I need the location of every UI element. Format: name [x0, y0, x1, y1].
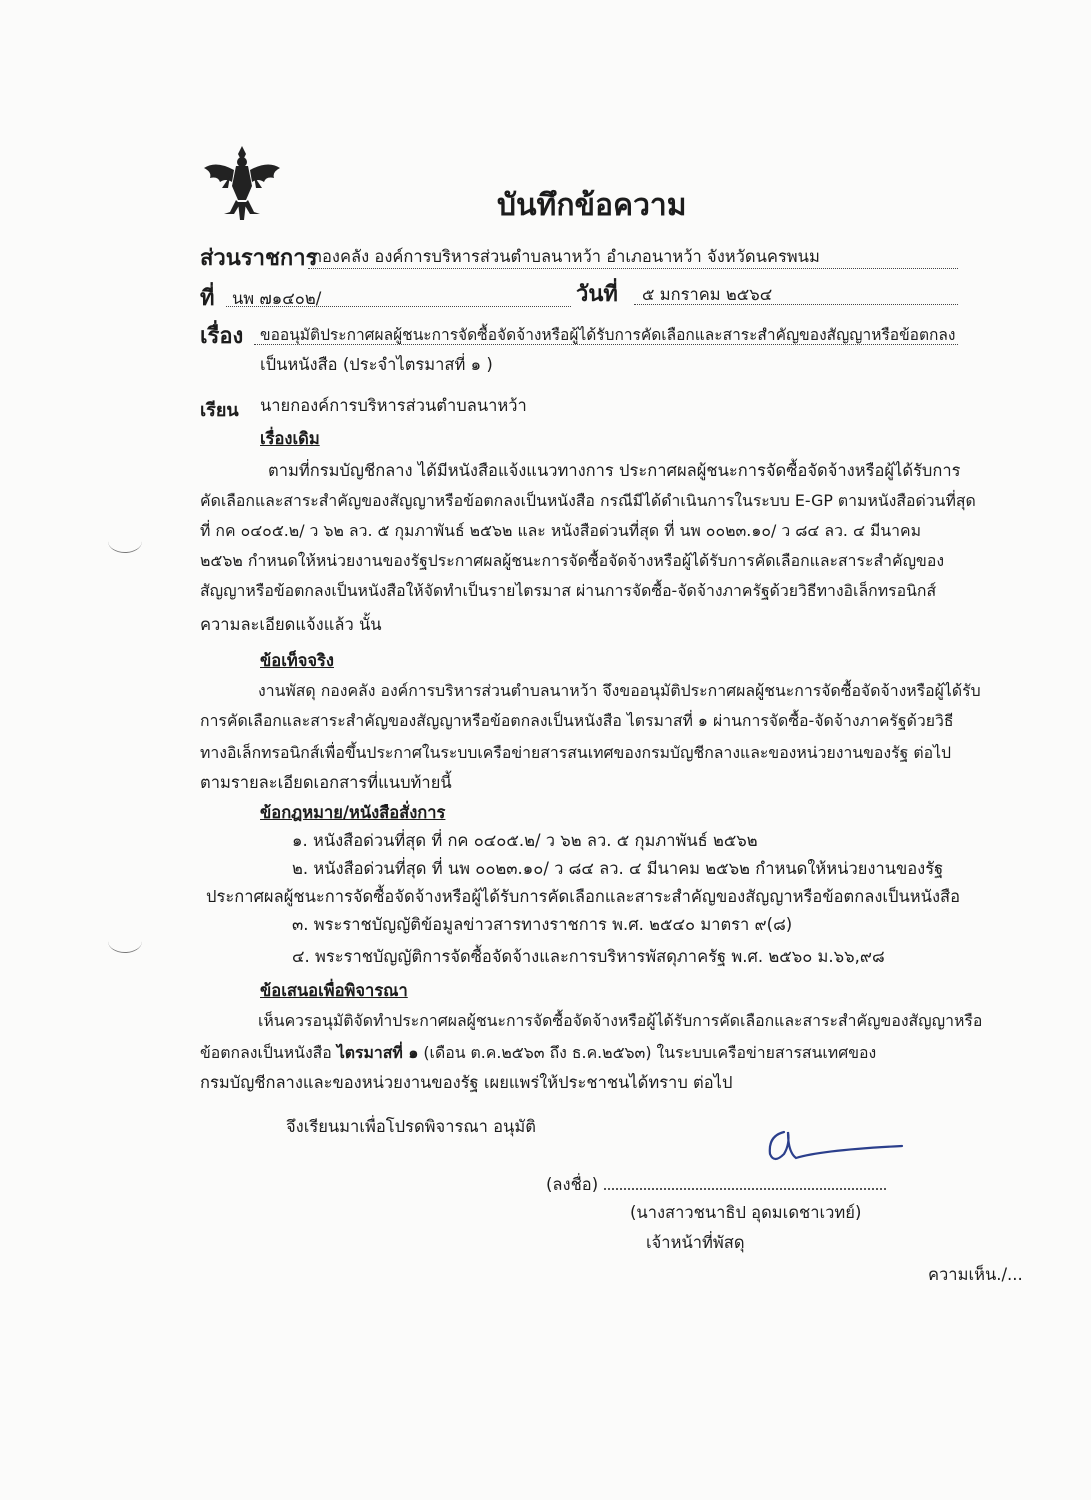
to-value: นายกองค์การบริหารส่วนตำบลนาหว้า — [260, 396, 527, 415]
signer-position: เจ้าหน้าที่พัสดุ — [646, 1233, 745, 1252]
proposal-line-1: เห็นควรอนุมัติจัดทำประกาศผลผู้ชนะการจัดซื้อจัดจ้างหรือผู้ได้รับการคัดเลือกและสาระสำคัญของสัญญาหรือ — [258, 1011, 983, 1030]
subject-label: เรื่อง — [200, 324, 244, 349]
facts-line-3: ทางอิเล็กทรอนิกส์เพื่อขึ้นประกาศในระบบเครือข่ายสารสนเทศของกรมบัญชีกลางและของหน่วยงานของรัฐ ต่อไป — [200, 743, 952, 762]
law-item-3: ๓. พระราชบัญญัติข้อมูลข่าวสารทางราชการ พ.ศ. ๒๕๔๐ มาตรา ๙(๘) — [292, 915, 793, 934]
subject-line-1: ขออนุมัติประกาศผลผู้ชนะการจัดซื้อจัดจ้างหรือผู้ได้รับการคัดเลือกและสาระสำคัญของสัญญาหรือข้อตกลง — [260, 326, 956, 344]
dept-dotline — [308, 268, 958, 269]
sign-label: (ลงชื่อ) — [546, 1175, 599, 1194]
law-item-2: ๒. หนังสือด่วนที่สุด ที่ นพ ๐๐๒๓.๑๐/ ว ๘๔ ลว. ๔ มีนาคม ๒๕๖๒ กำหนดให้หน่วยงานของรัฐ — [292, 859, 944, 878]
facts-line-2: การคัดเลือกและสาระสำคัญของสัญญาหรือข้อตกลงเป็นหนังสือ ไตรมาสที่ ๑ ผ่านการจัดซื้อ-จัดจ้างภาครัฐด้วยวิธี — [200, 711, 954, 730]
proposal-line-2-a: ข้อตกลงเป็นหนังสือ — [200, 1043, 337, 1062]
background-line-3: ที่ กค ๐๔๐๕.๒/ ว ๖๒ ลว. ๕ กุมภาพันธ์ ๒๕๖๒ และ หนังสือด่วนที่สุด ที่ นพ ๐๐๒๓.๑๐/ ว ๘๔ ลว. ๔ มีนาคม — [200, 521, 922, 540]
facts-line-4: ตามรายละเอียดเอกสารที่แนบท้ายนี้ — [200, 773, 452, 792]
background-line-2: คัดเลือกและสาระสำคัญของสัญญาหรือข้อตกลงเป็นหนังสือ กรณีมีได้ดำเนินการในระบบ E-GP ตามหนังสือด่วนที่สุด — [200, 491, 976, 510]
signature-line — [604, 1188, 886, 1190]
law-heading: ข้อกฎหมาย/หนังสือสั่งการ — [260, 803, 446, 822]
continued-marker: ความเห็น./... — [928, 1265, 1023, 1284]
law-item-1: ๑. หนังสือด่วนที่สุด ที่ กค ๐๔๐๕.๒/ ว ๖๒ ลว. ๕ กุมภาพันธ์ ๒๕๖๒ — [292, 831, 758, 850]
proposal-heading: ข้อเสนอเพื่อพิจารณา — [260, 981, 408, 1000]
to-label: เรียน — [200, 400, 239, 421]
punch-mark-top — [108, 530, 142, 553]
ref-value: นพ ๗๑๔๐๒/ — [232, 289, 322, 308]
subject-dotline — [254, 344, 958, 345]
proposal-line-2-b: (เดือน ต.ค.๒๕๖๓ ถึง ธ.ค.๒๕๖๓) ในระบบเครือข่ายสารสนเทศของ — [418, 1043, 877, 1062]
background-heading: เรื่องเดิม — [260, 429, 320, 448]
dept-value: กองคลัง องค์การบริหารส่วนตำบลนาหว้า อำเภอนาหว้า จังหวัดนครพนม — [312, 247, 820, 266]
background-line-1: ตามที่กรมบัญชีกลาง ได้มีหนังสือแจ้งแนวทางการ ประกาศผลผู้ชนะการจัดซื้อจัดจ้างหรือผู้ได้รับการ — [268, 461, 961, 480]
proposal-line-3: กรมบัญชีกลางและของหน่วยงานของรัฐ เผยแพร่ให้ประชาชนได้ทราบ ต่อไป — [200, 1073, 733, 1092]
memo-title: บันทึกข้อความ — [497, 188, 687, 223]
background-line-4: ๒๕๖๒ กำหนดให้หน่วยงานของรัฐประกาศผลผู้ชนะการจัดซื้อจัดจ้างหรือผู้ได้รับการคัดเลือกและสาระสำคัญของ — [200, 551, 945, 570]
law-item-2-cont: ประกาศผลผู้ชนะการจัดซื้อจัดจ้างหรือผู้ได้รับการคัดเลือกและสาระสำคัญของสัญญาหรือข้อตกลงเป็นหนังสือ — [206, 887, 960, 906]
signer-name: (นางสาวชนาธิป อุดมเดชาเวทย์) — [630, 1203, 862, 1222]
law-item-4: ๔. พระราชบัญญัติการจัดซื้อจัดจ้างและการบริหารพัสดุภาครัฐ พ.ศ. ๒๕๖๐ ม.๖๖,๙๘ — [292, 947, 885, 966]
proposal-quarter: ไตรมาสที่ ๑ — [336, 1043, 419, 1062]
subject-line-2: เป็นหนังสือ (ประจำไตรมาสที่ ๑ ) — [260, 355, 493, 374]
facts-line-1: งานพัสดุ กองคลัง องค์การบริหารส่วนตำบลนาหว้า จึงขออนุมัติประกาศผลผู้ชนะการจัดซื้อจัดจ้างหรือผู้ได้รับ — [258, 681, 981, 700]
garuda-emblem — [200, 142, 284, 222]
background-line-5: สัญญาหรือข้อตกลงเป็นหนังสือให้จัดทำเป็นรายไตรมาส ผ่านการจัดซื้อ-จัดจ้างภาครัฐด้วยวิธีทางอิเล็กทรอนิกส์ — [200, 581, 937, 600]
closing-line: จึงเรียนมาเพื่อโปรดพิจารณา อนุมัติ — [286, 1117, 536, 1136]
dept-label: ส่วนราชการ — [200, 246, 318, 271]
facts-heading: ข้อเท็จจริง — [260, 651, 334, 670]
date-label: วันที่ — [576, 282, 618, 307]
date-value: ๕ มกราคม ๒๕๖๔ — [642, 285, 773, 304]
background-line-6: ความละเอียดแจ้งแล้ว นั้น — [200, 615, 382, 634]
handwritten-signature — [762, 1118, 912, 1168]
proposal-line-2 — [200, 1040, 876, 1065]
ref-label: ที่ — [200, 286, 215, 311]
ref-dotline — [226, 306, 571, 307]
punch-mark-bottom — [108, 930, 142, 953]
date-dotline — [634, 304, 958, 305]
